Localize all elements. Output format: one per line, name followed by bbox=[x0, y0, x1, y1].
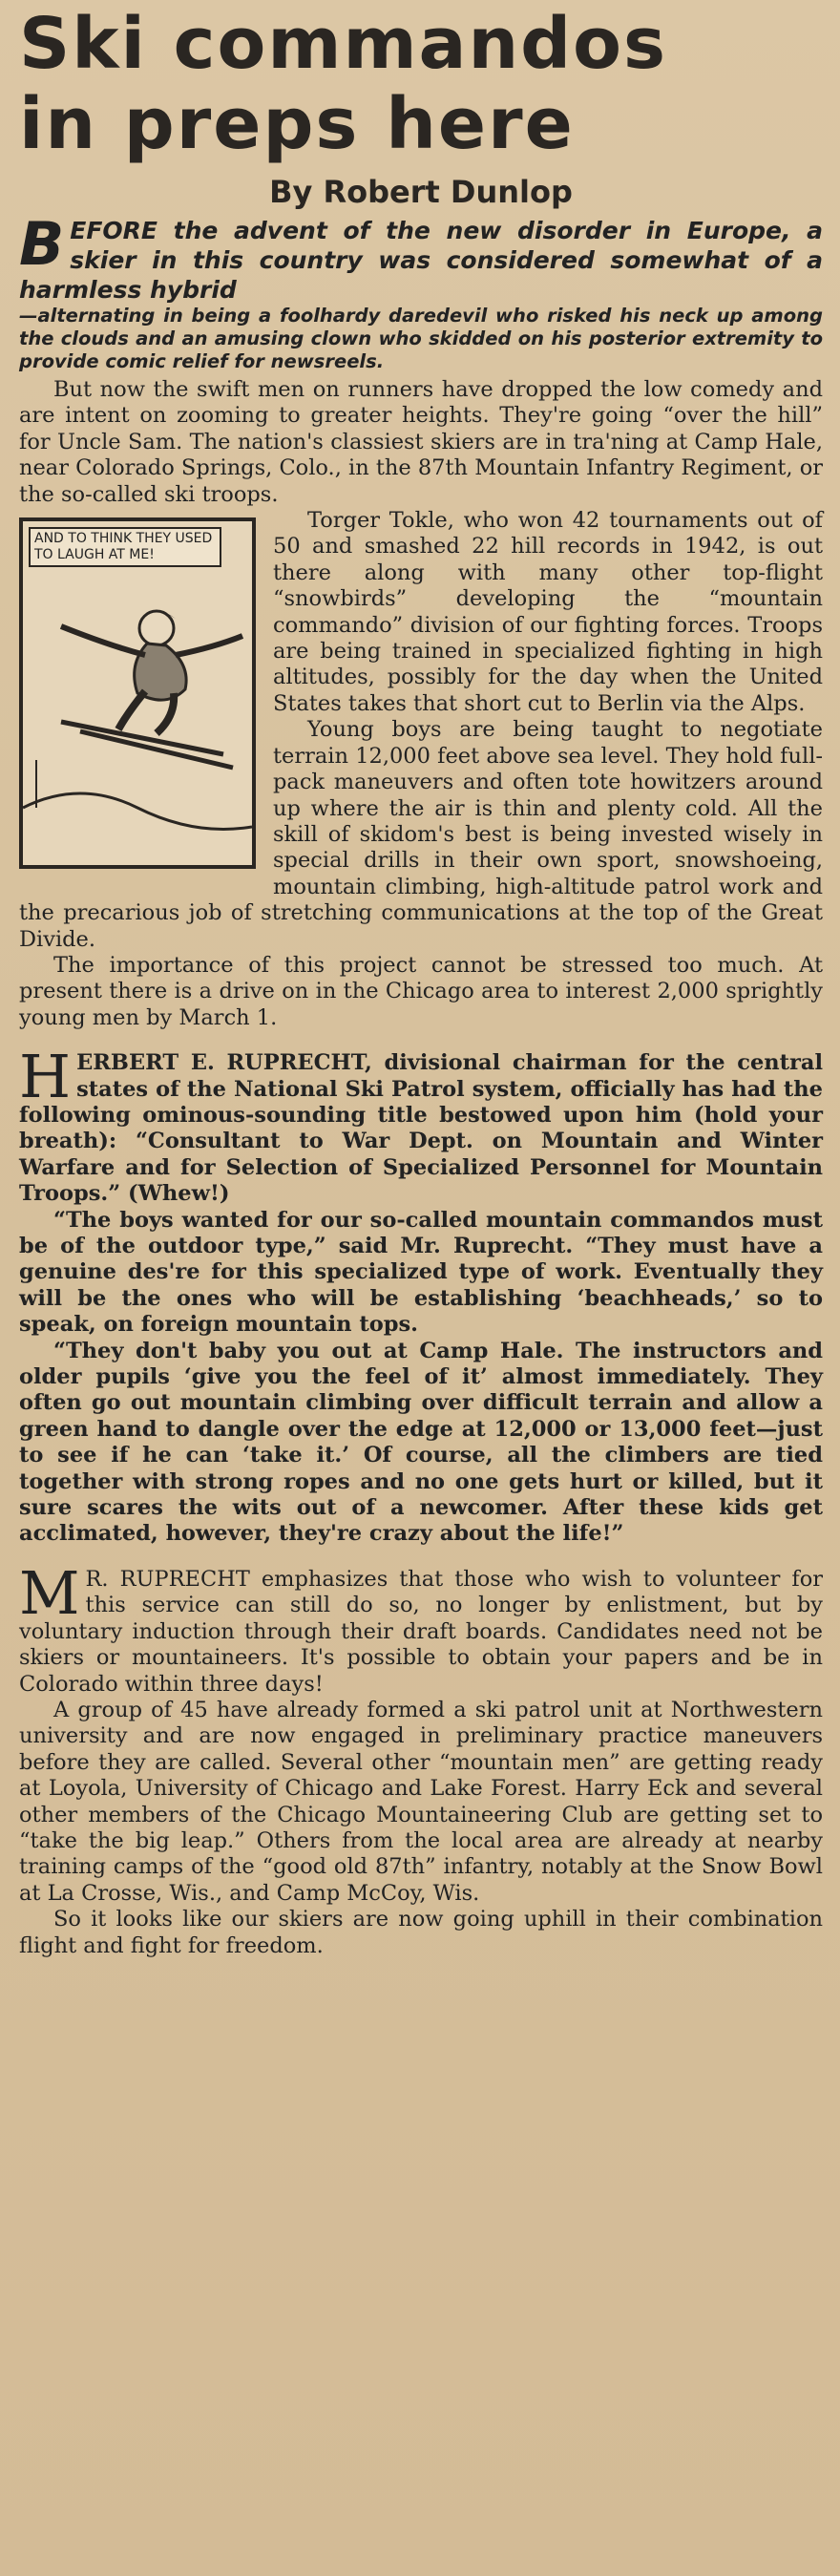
paragraph-4: The importance of this project cannot be stressed too much. At present there is a drive on in the Chicago area to interest 2,000 sprightly young men by March 1. bbox=[19, 952, 823, 1030]
byline: By Robert Dunlop bbox=[269, 174, 573, 210]
lead-continuation: —alternating in being a foolhardy daredevil who risked his neck up among the clouds and an amusing clown who skidded on his posterior extremity to provide comic relief for newsreels. bbox=[19, 305, 823, 372]
section-3-paragraph-1: A group of 45 have already formed a ski patrol unit at Northwestern university and are now engaged in preliminary practice maneuvers before they are called. Several other “mountain men” are getting ready at Loyola, University of Chicago and Lake Forest. Harry Eck and several other members of the Chicago Mountaineering Club are getting set to “take the big leap.” Others from the local area are already at nearby training camps of the “good old 87th” infantry, notably at the Snow Bowl at La Crosse, Wis., and Camp McCoy, Wis. bbox=[19, 1697, 823, 1906]
cartoon-caption: AND TO THINK THEY USED TO LAUGH AT ME! bbox=[29, 527, 221, 567]
paragraph-2: Torger Tokle, who won 42 tournaments out of 50 and smashed 22 hill records in 1942, is out there along with many other top-flight “snowbirds” developing the “mountain commando” division of our fighting forces. Troops are being trained in specialized fighting in high altitudes, possibly for the day when the United States takes that short cut to Berlin via the Alps. bbox=[273, 508, 823, 716]
section-2-paragraph-2: “They don't baby you out at Camp Hale. The instructors and older pupils ‘give you the feel of it’ almost immediately. They often go out mountain climbing over difficult terrain and allow a green hand to dangle over the edge at 12,000 or 13,000 feet—just to see if he can ‘take it.’ Of course, all the climbers are tied together with strong ropes and no one gets hurt or killed, but it sure scares the wits out of a newcomer. After these kids get acclimated, however, they're crazy about the life!” bbox=[19, 1338, 823, 1547]
section-3-opening bbox=[19, 1557, 823, 1698]
section-3-first-text: R. RUPRECHT emphasizes that those who wish to volunteer for this service can still do so, no longer by enlistment, but by voluntary induction through their draft boards. Candidates need not be skiers or mountaineers. It's possible to obtain your papers and be in Colorado within three days! bbox=[19, 1566, 823, 1697]
section-2-drop-cap: H bbox=[19, 1042, 72, 1112]
headline bbox=[19, 0, 823, 164]
headline-line-1: Ski commandos bbox=[19, 3, 668, 85]
cartoon-illustration bbox=[19, 517, 256, 869]
section-3-drop-cap: M bbox=[19, 1557, 80, 1628]
section-2-first-text: ERBERT E. RUPRECHT, divisional chairman for the central states of the National Ski Patrol system, officially has had the following ominous-sounding title bestowed upon him (hold your breath): “Consultant to War Dept. on Mountain and Winter Warfare and for Selection of Specialized Personnel for Mountain Troops.” (Whew!) bbox=[19, 1050, 823, 1207]
headline-line-2: in preps here bbox=[19, 83, 575, 165]
skier-drawing-icon bbox=[23, 521, 252, 865]
lead-drop-cap: B bbox=[19, 209, 65, 279]
paragraph-3: Young boys are being taught to negotiate terrain 12,000 feet above sea level. They hold full-pack maneuvers and often tote howitzers around up where the air is thin and plenty cold. All the skill of skidom's best is being invested wisely in special drills in their own sport, snowshoeing, mountain climbing, high-altitude patrol work and the precarious job of stretching communications at the top of the Great Divide. bbox=[19, 717, 823, 952]
lead-text: EFORE the advent of the new disorder in Europe, a skier in this country was considered somewhat of a harmless hybrid bbox=[19, 217, 823, 304]
lead-paragraph bbox=[19, 209, 823, 305]
paragraph-1: But now the swift men on runners have dropped the low comedy and are intent on zooming to greater heights. They're going “over the hill” for Uncle Sam. The nation's classiest skiers are in tra'ning at Camp Hale, near Colorado Springs, Colo., in the 87th Mountain Infantry Regiment, or the so-called ski troops. bbox=[19, 377, 823, 507]
section-2-paragraph-1: “The boys wanted for our so-called mountain commandos must be of the outdoor type,” said Mr. Ruprecht. “They must have a genuine des're for this specialized type of work. Eventually they will be the ones who will be establishing ‘beachheads,’ so to speak, on foreign mountain tops. bbox=[19, 1207, 823, 1338]
section-3-paragraph-2: So it looks like our skiers are now going uphill in their combination flight and fight for freedom. bbox=[19, 1907, 823, 1958]
section-2-opening bbox=[19, 1042, 823, 1207]
